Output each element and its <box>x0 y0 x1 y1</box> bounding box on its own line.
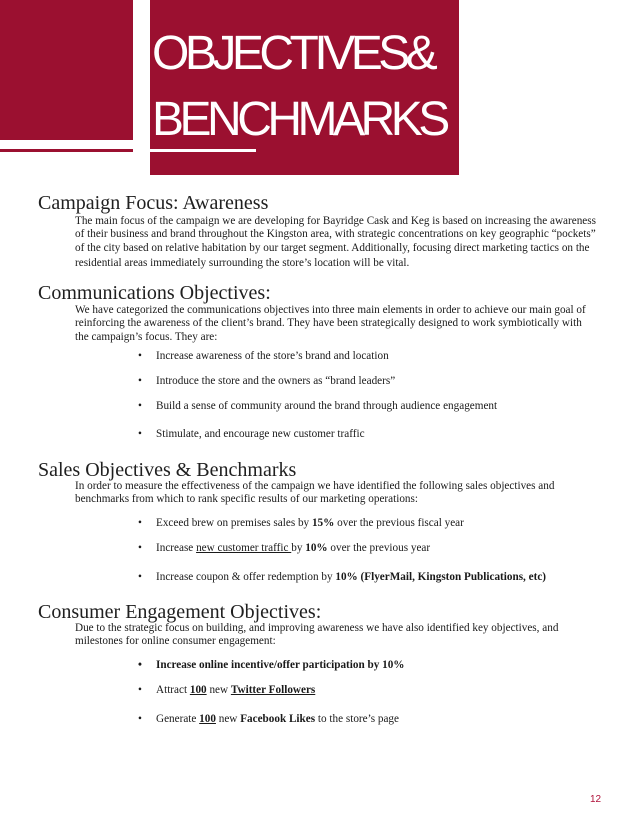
paragraph-line: milestones for online consumer engagement: <box>75 635 276 648</box>
sales-paragraph <box>75 480 601 507</box>
list-item: • Attract 100 new Twitter Followers <box>138 684 316 696</box>
page-title-line-2: BENCHMARKS <box>152 93 446 146</box>
bullet-glyph: • <box>138 571 142 583</box>
list-item: • Increase awareness of the store’s brand and location <box>138 350 389 362</box>
header-left-block <box>0 0 133 140</box>
engagement-heading: Consumer Engagement Objectives: <box>38 601 322 623</box>
bullet-glyph: • <box>138 350 142 362</box>
list-item: • Increase new customer traffic by 10% over the previous year <box>138 542 431 554</box>
paragraph-line: In order to measure the effectiveness of the campaign we have identified the following sales objectives and <box>75 480 555 492</box>
paragraph-line: The main focus of the campaign we are developing for Bayridge Cask and Keg is based on increasing the awareness <box>75 215 596 227</box>
list-item: • Exceed brew on premises sales by 15% over the previous fiscal year <box>138 517 464 529</box>
communications-heading: Communications Objectives: <box>38 282 271 304</box>
list-item: • Introduce the store and the owners as “brand leaders” <box>138 375 396 387</box>
list-item: • Increase online incentive/offer participation by 10% <box>138 659 405 671</box>
bullet-glyph: • <box>138 428 142 440</box>
page-number: 12 <box>590 794 602 805</box>
list-item: • Generate 100 new Facebook Likes to the store’s page <box>138 713 399 725</box>
bullet-glyph: • <box>138 713 142 725</box>
bullet-glyph: • <box>138 659 142 671</box>
bullet-glyph: • <box>138 517 142 529</box>
bullet-glyph: • <box>138 400 142 412</box>
sales-heading: Sales Objectives & Benchmarks <box>38 459 297 481</box>
paragraph-line: benchmarks from which to rank specific results of our marketing operations: <box>75 493 418 506</box>
header-title-underline <box>150 149 256 152</box>
paragraph-line: residential areas immediately surrounding the store’s location will be vital. <box>75 257 410 270</box>
bullet-glyph: • <box>138 684 142 696</box>
paragraph-line: reinforcing the awareness of the client’s brand. They have been strategically designed to work symbiotically with <box>75 317 582 330</box>
bullet-glyph: • <box>138 375 142 387</box>
list-item: • Build a sense of community around the brand through audience engagement <box>138 400 498 412</box>
campaign-focus-heading: Campaign Focus: Awareness <box>38 192 269 214</box>
list-item: • Stimulate, and encourage new customer traffic <box>138 428 365 440</box>
paragraph-line: of the city based on relative habitation by our target segment. Additionally, focusing direct marketing tactics on the <box>75 241 590 254</box>
bullet-glyph: • <box>138 542 142 554</box>
paragraph-line: the campaign’s focus. They are: <box>75 330 218 343</box>
paragraph-line: of their business and brand throughout the Kingston area, with strategic concentrations on key geographic “pockets” <box>75 228 596 241</box>
paragraph-line: We have categorized the communications objectives into three main elements in order to achieve our main goal of <box>75 304 586 316</box>
paragraph-line: Due to the strategic focus on building, and improving awareness we have also identified key objectives, and <box>75 622 559 634</box>
engagement-paragraph <box>75 622 601 649</box>
header-left-rule <box>0 149 133 152</box>
list-item: • Increase coupon & offer redemption by 10% (FlyerMail, Kingston Publications, etc) <box>138 571 547 583</box>
page-title-line-1: OBJECTIVES& <box>152 27 434 80</box>
communications-paragraph <box>75 304 601 344</box>
campaign-focus-paragraph <box>75 215 601 271</box>
